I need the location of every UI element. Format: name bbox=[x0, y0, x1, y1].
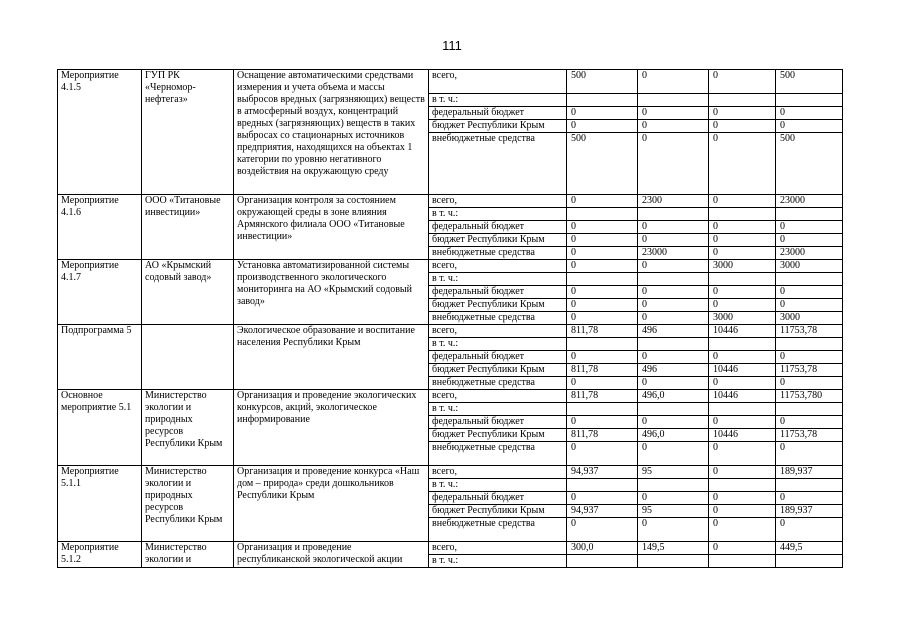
measure-cell: Мероприятие 5.1.2 bbox=[58, 542, 142, 568]
funding-value-cell bbox=[567, 555, 638, 568]
funding-source-label: федеральный бюджет bbox=[429, 221, 567, 234]
description-cell: Организация и проведение конкурса «Наш дом – природа» среди дошкольников Республики Крым bbox=[234, 466, 429, 542]
measure-cell: Основное мероприятие 5.1 bbox=[58, 390, 142, 466]
funding-value-cell: 0 bbox=[638, 377, 709, 390]
funding-value-cell: 811,78 bbox=[567, 364, 638, 377]
funding-source-label: внебюджетные средства bbox=[429, 518, 567, 542]
executor-cell bbox=[142, 325, 234, 390]
table-row bbox=[58, 70, 843, 94]
funding-value-cell: 0 bbox=[638, 133, 709, 195]
funding-value-cell bbox=[776, 208, 843, 221]
funding-value-cell: 0 bbox=[567, 299, 638, 312]
funding-value-cell: 0 bbox=[709, 492, 776, 505]
funding-value-cell: 0 bbox=[776, 234, 843, 247]
funding-value-cell: 0 bbox=[567, 312, 638, 325]
funding-source-label: внебюджетные средства bbox=[429, 312, 567, 325]
funding-value-cell: 23000 bbox=[776, 247, 843, 260]
funding-value-cell bbox=[638, 208, 709, 221]
funding-value-cell bbox=[776, 273, 843, 286]
table-row bbox=[58, 542, 843, 555]
funding-source-label: в т. ч.: bbox=[429, 273, 567, 286]
funding-value-cell bbox=[567, 94, 638, 107]
funding-value-cell: 0 bbox=[709, 247, 776, 260]
funding-value-cell: 94,937 bbox=[567, 505, 638, 518]
funding-value-cell: 0 bbox=[567, 442, 638, 466]
funding-source-label: внебюджетные средства bbox=[429, 133, 567, 195]
funding-value-cell: 0 bbox=[638, 299, 709, 312]
table-row bbox=[58, 325, 843, 338]
table-row bbox=[58, 466, 843, 479]
funding-value-cell: 0 bbox=[638, 518, 709, 542]
funding-source-label: всего, bbox=[429, 70, 567, 94]
description-cell: Организация и проведение экологических конкурсов, акций, экологическое информирование bbox=[234, 390, 429, 466]
funding-source-label: в т. ч.: bbox=[429, 403, 567, 416]
funding-source-label: всего, bbox=[429, 542, 567, 555]
funding-source-label: внебюджетные средства bbox=[429, 442, 567, 466]
funding-value-cell: 0 bbox=[567, 260, 638, 273]
funding-value-cell: 0 bbox=[776, 442, 843, 466]
funding-value-cell: 496 bbox=[638, 325, 709, 338]
funding-value-cell: 0 bbox=[709, 120, 776, 133]
measure-cell: Мероприятие 4.1.7 bbox=[58, 260, 142, 325]
funding-value-cell: 0 bbox=[709, 299, 776, 312]
funding-value-cell: 0 bbox=[709, 195, 776, 208]
funding-value-cell: 10446 bbox=[709, 325, 776, 338]
funding-value-cell bbox=[638, 555, 709, 568]
funding-value-cell: 0 bbox=[776, 120, 843, 133]
funding-value-cell: 94,937 bbox=[567, 466, 638, 479]
funding-value-cell bbox=[709, 273, 776, 286]
funding-source-label: бюджет Республики Крым bbox=[429, 364, 567, 377]
funding-value-cell: 0 bbox=[709, 234, 776, 247]
funding-value-cell: 0 bbox=[709, 133, 776, 195]
funding-value-cell: 11753,780 bbox=[776, 390, 843, 403]
funding-source-label: бюджет Республики Крым bbox=[429, 429, 567, 442]
funding-value-cell: 496,0 bbox=[638, 390, 709, 403]
measure-cell: Мероприятие 4.1.6 bbox=[58, 195, 142, 260]
funding-value-cell: 0 bbox=[638, 351, 709, 364]
funding-value-cell bbox=[638, 479, 709, 492]
funding-value-cell: 3000 bbox=[776, 260, 843, 273]
funding-value-cell: 0 bbox=[638, 492, 709, 505]
funding-value-cell bbox=[776, 94, 843, 107]
description-cell: Организация и проведение республиканской экологической акции bbox=[234, 542, 429, 568]
funding-value-cell: 0 bbox=[776, 351, 843, 364]
funding-value-cell: 10446 bbox=[709, 390, 776, 403]
funding-value-cell: 0 bbox=[776, 107, 843, 120]
funding-value-cell bbox=[638, 403, 709, 416]
executor-cell: Министерство экологии и bbox=[142, 542, 234, 568]
funding-value-cell bbox=[709, 403, 776, 416]
funding-value-cell bbox=[776, 338, 843, 351]
funding-value-cell: 0 bbox=[776, 518, 843, 542]
table-row bbox=[58, 195, 843, 208]
funding-source-label: федеральный бюджет bbox=[429, 351, 567, 364]
executor-cell: ООО «Титановые инвестиции» bbox=[142, 195, 234, 260]
funding-source-label: всего, bbox=[429, 466, 567, 479]
funding-source-label: внебюджетные средства bbox=[429, 377, 567, 390]
funding-value-cell bbox=[776, 555, 843, 568]
funding-value-cell: 189,937 bbox=[776, 466, 843, 479]
funding-value-cell: 3000 bbox=[709, 260, 776, 273]
funding-source-label: федеральный бюджет bbox=[429, 286, 567, 299]
funding-value-cell: 0 bbox=[776, 416, 843, 429]
funding-value-cell bbox=[567, 479, 638, 492]
funding-value-cell: 23000 bbox=[776, 195, 843, 208]
funding-value-cell: 3000 bbox=[776, 312, 843, 325]
funding-value-cell: 0 bbox=[709, 416, 776, 429]
funding-value-cell: 0 bbox=[776, 492, 843, 505]
measure-cell: Подпрограмма 5 bbox=[58, 325, 142, 390]
funding-value-cell: 0 bbox=[709, 286, 776, 299]
funding-value-cell: 0 bbox=[567, 416, 638, 429]
funding-value-cell: 500 bbox=[567, 133, 638, 195]
executor-cell: Министерство экологии и природных ресурсов Республики Крым bbox=[142, 390, 234, 466]
funding-source-label: внебюджетные средства bbox=[429, 247, 567, 260]
funding-source-label: бюджет Республики Крым bbox=[429, 120, 567, 133]
funding-value-cell bbox=[638, 338, 709, 351]
funding-value-cell: 500 bbox=[776, 70, 843, 94]
table-row bbox=[58, 390, 843, 403]
funding-source-label: бюджет Республики Крым bbox=[429, 234, 567, 247]
funding-value-cell bbox=[638, 94, 709, 107]
funding-value-cell bbox=[776, 479, 843, 492]
funding-value-cell: 0 bbox=[638, 234, 709, 247]
funding-value-cell: 811,78 bbox=[567, 429, 638, 442]
executor-cell: Министерство экологии и природных ресурсов Республики Крым bbox=[142, 466, 234, 542]
funding-value-cell: 0 bbox=[638, 260, 709, 273]
funding-value-cell: 0 bbox=[709, 518, 776, 542]
funding-value-cell bbox=[567, 273, 638, 286]
table-row bbox=[58, 260, 843, 273]
program-funding-table bbox=[57, 69, 843, 568]
funding-value-cell: 0 bbox=[776, 221, 843, 234]
funding-value-cell: 0 bbox=[567, 286, 638, 299]
funding-source-label: в т. ч.: bbox=[429, 555, 567, 568]
funding-value-cell bbox=[709, 479, 776, 492]
funding-value-cell: 0 bbox=[709, 351, 776, 364]
page-number: 111 bbox=[442, 38, 462, 53]
funding-value-cell: 0 bbox=[638, 107, 709, 120]
funding-value-cell bbox=[567, 208, 638, 221]
funding-value-cell: 0 bbox=[567, 377, 638, 390]
funding-value-cell: 0 bbox=[709, 466, 776, 479]
funding-source-label: бюджет Республики Крым bbox=[429, 299, 567, 312]
funding-value-cell bbox=[567, 403, 638, 416]
funding-source-label: в т. ч.: bbox=[429, 94, 567, 107]
funding-value-cell: 0 bbox=[567, 492, 638, 505]
funding-source-label: в т. ч.: bbox=[429, 338, 567, 351]
funding-value-cell: 0 bbox=[567, 351, 638, 364]
funding-value-cell: 3000 bbox=[709, 312, 776, 325]
measure-cell: Мероприятие 4.1.5 bbox=[58, 70, 142, 195]
funding-value-cell bbox=[709, 338, 776, 351]
funding-value-cell: 0 bbox=[709, 70, 776, 94]
funding-value-cell: 496 bbox=[638, 364, 709, 377]
funding-value-cell: 0 bbox=[638, 120, 709, 133]
funding-value-cell: 0 bbox=[709, 442, 776, 466]
funding-value-cell: 0 bbox=[567, 234, 638, 247]
funding-source-label: в т. ч.: bbox=[429, 479, 567, 492]
description-cell: Установка автоматизированной системы производственного экологического мониторинга на АО «Крымский содовый завод» bbox=[234, 260, 429, 325]
funding-value-cell: 0 bbox=[709, 505, 776, 518]
funding-value-cell: 11753,78 bbox=[776, 429, 843, 442]
funding-value-cell: 0 bbox=[709, 542, 776, 555]
funding-value-cell: 0 bbox=[638, 442, 709, 466]
funding-source-label: всего, bbox=[429, 260, 567, 273]
funding-value-cell: 0 bbox=[638, 286, 709, 299]
funding-source-label: федеральный бюджет bbox=[429, 492, 567, 505]
executor-cell: АО «Крымский содовый завод» bbox=[142, 260, 234, 325]
funding-value-cell: 811,78 bbox=[567, 390, 638, 403]
funding-value-cell: 0 bbox=[567, 518, 638, 542]
funding-value-cell: 0 bbox=[638, 221, 709, 234]
funding-value-cell: 0 bbox=[709, 377, 776, 390]
funding-value-cell: 300,0 bbox=[567, 542, 638, 555]
funding-value-cell: 11753,78 bbox=[776, 325, 843, 338]
funding-value-cell: 0 bbox=[567, 107, 638, 120]
funding-value-cell: 0 bbox=[776, 299, 843, 312]
funding-value-cell: 0 bbox=[776, 286, 843, 299]
funding-source-label: федеральный бюджет bbox=[429, 107, 567, 120]
funding-value-cell: 500 bbox=[776, 133, 843, 195]
funding-value-cell: 23000 bbox=[638, 247, 709, 260]
funding-value-cell bbox=[638, 273, 709, 286]
description-cell: Экологическое образование и воспитание населения Республики Крым bbox=[234, 325, 429, 390]
funding-source-label: всего, bbox=[429, 390, 567, 403]
funding-value-cell: 0 bbox=[709, 221, 776, 234]
funding-value-cell: 2300 bbox=[638, 195, 709, 208]
funding-value-cell: 496,0 bbox=[638, 429, 709, 442]
funding-value-cell bbox=[567, 338, 638, 351]
funding-value-cell: 0 bbox=[638, 312, 709, 325]
description-cell: Оснащение автоматическими средствами измерения и учета объема и массы выбросов вредных (загрязняющих) веществ в атмосферный воздух, концентраций вредных (загрязняющих) веществ в таких выбросах со стационарных источников предприятия, находящихся на объектах 1 категории по уровню негативного воздействия на окружающую среду bbox=[234, 70, 429, 195]
funding-value-cell bbox=[709, 94, 776, 107]
funding-source-label: бюджет Республики Крым bbox=[429, 505, 567, 518]
funding-value-cell: 95 bbox=[638, 505, 709, 518]
funding-source-label: всего, bbox=[429, 325, 567, 338]
funding-value-cell bbox=[709, 555, 776, 568]
funding-source-label: федеральный бюджет bbox=[429, 416, 567, 429]
funding-value-cell: 189,937 bbox=[776, 505, 843, 518]
funding-value-cell: 10446 bbox=[709, 364, 776, 377]
funding-value-cell: 95 bbox=[638, 466, 709, 479]
funding-value-cell: 449,5 bbox=[776, 542, 843, 555]
funding-value-cell: 0 bbox=[567, 120, 638, 133]
funding-value-cell: 10446 bbox=[709, 429, 776, 442]
description-cell: Организация контроля за состоянием окружающей среды в зоне влияния Армянского филиала ООО «Титановые инвестиции» bbox=[234, 195, 429, 260]
funding-value-cell: 500 bbox=[567, 70, 638, 94]
funding-value-cell: 0 bbox=[709, 107, 776, 120]
executor-cell: ГУП РК «Черномор-нефтегаз» bbox=[142, 70, 234, 195]
funding-value-cell: 11753,78 bbox=[776, 364, 843, 377]
funding-source-label: всего, bbox=[429, 195, 567, 208]
funding-value-cell: 149,5 bbox=[638, 542, 709, 555]
funding-value-cell: 0 bbox=[638, 70, 709, 94]
funding-value-cell bbox=[709, 208, 776, 221]
funding-value-cell bbox=[776, 403, 843, 416]
funding-source-label: в т. ч.: bbox=[429, 208, 567, 221]
funding-value-cell: 0 bbox=[567, 221, 638, 234]
funding-value-cell: 0 bbox=[567, 195, 638, 208]
funding-value-cell: 0 bbox=[567, 247, 638, 260]
funding-value-cell: 0 bbox=[776, 377, 843, 390]
measure-cell: Мероприятие 5.1.1 bbox=[58, 466, 142, 542]
funding-value-cell: 811,78 bbox=[567, 325, 638, 338]
funding-value-cell: 0 bbox=[638, 416, 709, 429]
